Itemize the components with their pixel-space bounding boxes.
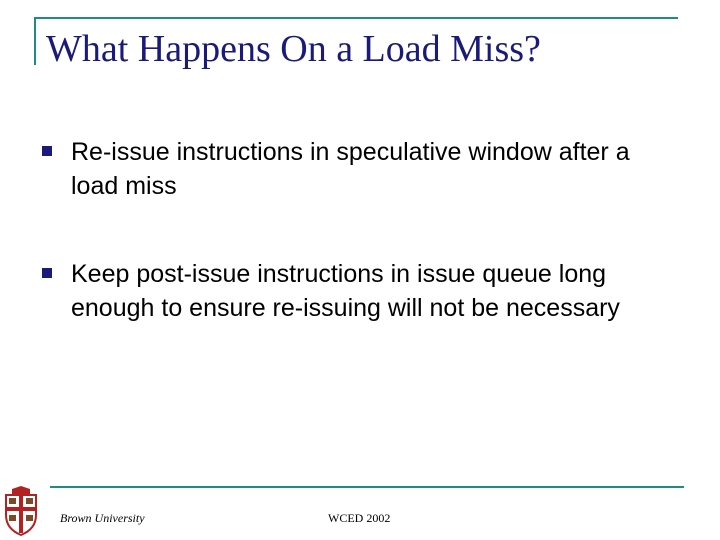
title-rule-left [34, 17, 36, 65]
brown-university-crest-icon [2, 485, 40, 537]
square-bullet-icon [42, 146, 52, 156]
footer-event: WCED 2002 [328, 511, 391, 525]
bullet-text: Re-issue instructions in speculative window after a load miss [71, 138, 630, 200]
title-rule-top [34, 17, 678, 19]
footer-rule [50, 486, 684, 488]
slide-title: What Happens On a Load Miss? [46, 28, 541, 70]
footer-institution: Brown University [60, 511, 145, 525]
square-bullet-icon [42, 268, 52, 278]
bullet-text: Keep post-issue instructions in issue queue long enough to ensure re-issuing will not be necessary [71, 260, 620, 322]
